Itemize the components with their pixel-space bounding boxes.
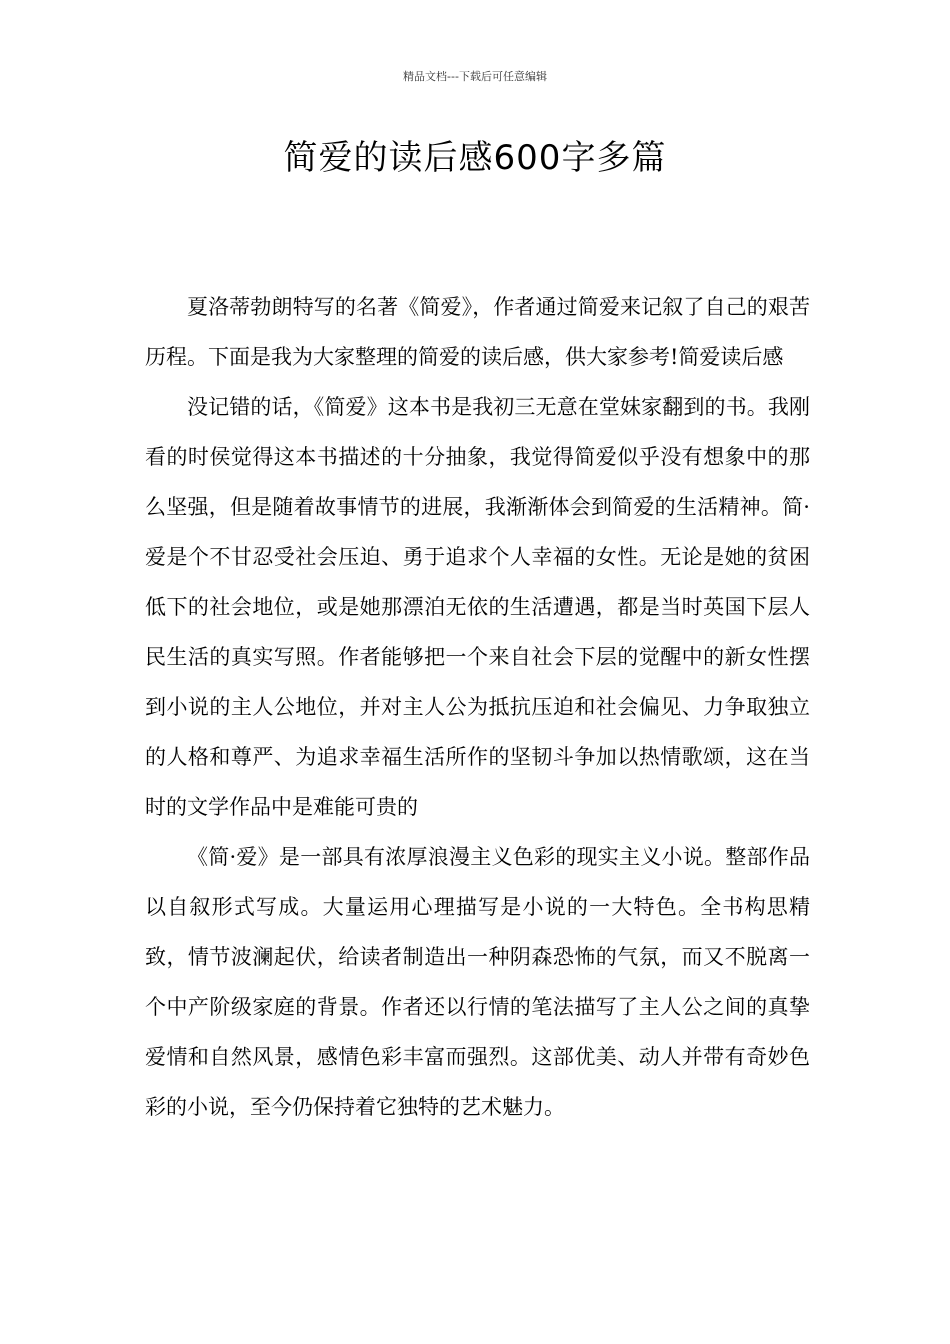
document-body [145, 282, 810, 1132]
paragraph-first-reading: 没记错的话，《简爱》这本书是我初三无意在堂妹家翻到的书。我刚看的时侯觉得这本书描述的十分抽象，我觉得简爱似乎没有想象中的那么坚强，但是随着故事情节的进展，我渐渐体会到简爱的生活精神。简·爱是个不甘忍受社会压迫、勇于追求个人幸福的女性。无论是她的贫困低下的社会地位，或是她那漂泊无依的生活遭遇，都是当时英国下层人民生活的真实写照。作者能够把一个来自社会下层的觉醒中的新女性摆到小说的主人公地位，并对主人公为抵抗压迫和社会偏见、力争取独立的人格和尊严、为追求幸福生活所作的坚韧斗争加以热情歌颂，这在当时的文学作品中是难能可贵的 [145, 395, 810, 819]
page-header-note: 精品文档---下载后可任意编辑 [403, 70, 547, 83]
paragraph-novel-analysis: 《简·爱》是一部具有浓厚浪漫主义色彩的现实主义小说。整部作品以自叙形式写成。大量运用心理描写是小说的一大特色。全书构思精致，情节波澜起伏，给读者制造出一种阴森恐怖的气氛，而又不脱离一个中产阶级家庭的背景。作者还以行情的笔法描写了主人公之间的真挚爱情和自然风景，感情色彩丰富而强烈。这部优美、动人并带有奇妙色彩的小说，至今仍保持着它独特的艺术魅力。 [145, 845, 810, 1119]
document-title: 简爱的读后感600字多篇 [283, 138, 667, 178]
paragraph-intro: 夏洛蒂勃朗特写的名著《简爱》，作者通过简爱来记叙了自己的艰苦历程。下面是我为大家整理的简爱的读后感，供大家参考!简爱读后感 [145, 295, 810, 369]
